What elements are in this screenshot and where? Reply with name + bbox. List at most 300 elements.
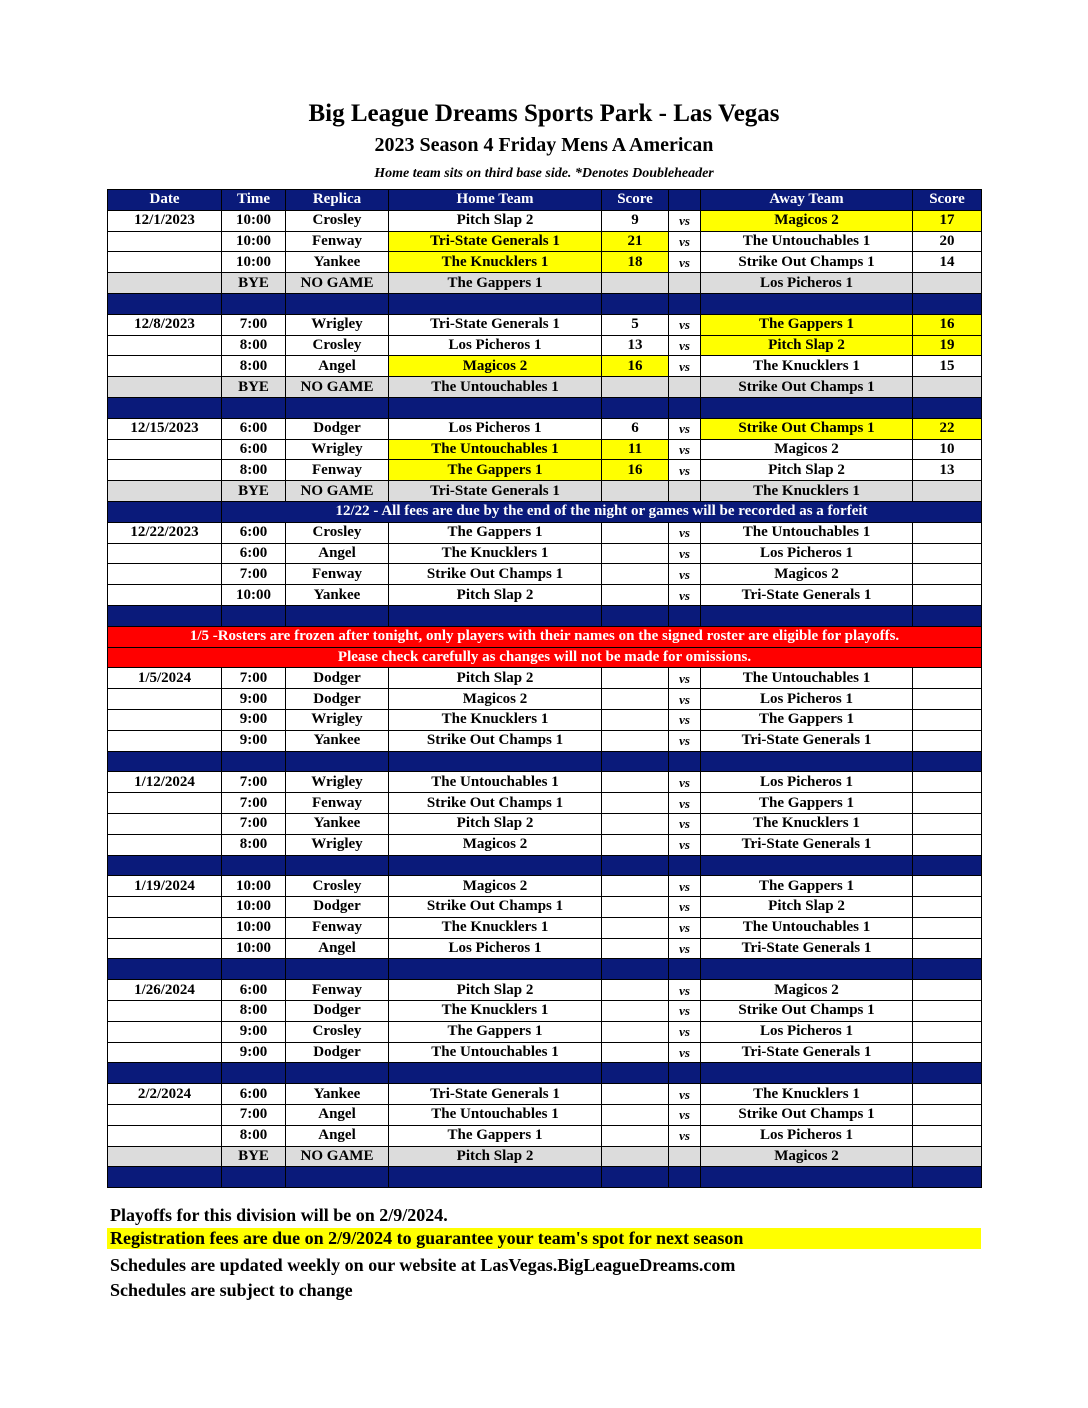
separator-cell bbox=[602, 605, 669, 626]
separator-cell bbox=[286, 855, 389, 876]
home-score-cell bbox=[602, 917, 669, 938]
page-title: Big League Dreams Sports Park - Las Vegas bbox=[308, 100, 780, 127]
home-team-cell: Pitch Slap 2 bbox=[389, 1146, 602, 1167]
time-cell: 6:00 bbox=[222, 543, 286, 564]
vs-cell bbox=[669, 1146, 701, 1167]
separator-cell bbox=[286, 1063, 389, 1084]
separator-cell bbox=[286, 959, 389, 980]
vs-label: vs bbox=[669, 813, 701, 834]
date-cell bbox=[108, 897, 222, 918]
date-cell bbox=[108, 377, 222, 398]
date-cell bbox=[108, 834, 222, 855]
table-row bbox=[108, 231, 982, 252]
home-score-cell bbox=[602, 834, 669, 855]
date-cell bbox=[108, 439, 222, 460]
time-cell: 7:00 bbox=[222, 564, 286, 585]
separator-row bbox=[108, 1063, 982, 1084]
date-cell: 12/8/2023 bbox=[108, 314, 222, 335]
home-team-cell: Tri-State Generals 1 bbox=[389, 314, 602, 335]
home-score-cell: 11 bbox=[602, 439, 669, 460]
notice-row bbox=[108, 501, 982, 522]
away-score-cell: 10 bbox=[913, 439, 982, 460]
time-cell: 8:00 bbox=[222, 1125, 286, 1146]
date-cell bbox=[108, 1001, 222, 1022]
separator-cell bbox=[108, 1167, 222, 1188]
schedule-table bbox=[107, 189, 982, 1188]
home-score-cell bbox=[602, 689, 669, 710]
vs-label: vs bbox=[669, 564, 701, 585]
vs-label: vs bbox=[669, 793, 701, 814]
away-team-cell: Strike Out Champs 1 bbox=[701, 1001, 913, 1022]
vs-label: vs bbox=[669, 730, 701, 751]
alert-row bbox=[108, 626, 982, 647]
separator-cell bbox=[389, 605, 602, 626]
separator-row bbox=[108, 293, 982, 314]
replica-cell: Yankee bbox=[286, 585, 389, 606]
home-team-cell: Los Picheros 1 bbox=[389, 418, 602, 439]
home-score-cell bbox=[602, 709, 669, 730]
separator-cell bbox=[389, 959, 602, 980]
time-cell: BYE bbox=[222, 1146, 286, 1167]
away-team-cell: Pitch Slap 2 bbox=[701, 460, 913, 481]
replica-cell: Wrigley bbox=[286, 314, 389, 335]
time-cell: 10:00 bbox=[222, 876, 286, 897]
away-score-cell bbox=[913, 481, 982, 502]
separator-cell bbox=[108, 293, 222, 314]
vs-label: vs bbox=[669, 876, 701, 897]
home-team-cell: Strike Out Champs 1 bbox=[389, 897, 602, 918]
time-cell: 7:00 bbox=[222, 314, 286, 335]
separator-cell bbox=[913, 1167, 982, 1188]
time-cell: 9:00 bbox=[222, 689, 286, 710]
separator-cell bbox=[602, 959, 669, 980]
separator-cell bbox=[701, 751, 913, 772]
away-team-cell: The Knucklers 1 bbox=[701, 813, 913, 834]
time-cell: 7:00 bbox=[222, 793, 286, 814]
away-score-cell bbox=[913, 793, 982, 814]
away-team-cell: The Gappers 1 bbox=[701, 793, 913, 814]
date-cell bbox=[108, 689, 222, 710]
time-cell: 9:00 bbox=[222, 1042, 286, 1063]
date-cell: 12/15/2023 bbox=[108, 418, 222, 439]
bye-row bbox=[108, 377, 982, 398]
date-cell bbox=[108, 938, 222, 959]
separator-cell bbox=[108, 1063, 222, 1084]
away-score-cell bbox=[913, 1146, 982, 1167]
separator-cell bbox=[389, 397, 602, 418]
away-score-cell: 22 bbox=[913, 418, 982, 439]
page-subtitle: 2023 Season 4 Friday Mens A American bbox=[374, 134, 714, 156]
away-score-cell: 19 bbox=[913, 335, 982, 356]
away-score-cell: 14 bbox=[913, 252, 982, 273]
vs-label: vs bbox=[669, 709, 701, 730]
home-score-cell: 9 bbox=[602, 210, 669, 231]
website-note: Schedules are updated weekly on our website at LasVegas.BigLeagueDreams.com bbox=[110, 1255, 736, 1275]
away-score-cell bbox=[913, 834, 982, 855]
separator-cell bbox=[701, 1063, 913, 1084]
time-cell: 10:00 bbox=[222, 231, 286, 252]
away-team-cell: The Untouchables 1 bbox=[701, 231, 913, 252]
home-score-cell bbox=[602, 1105, 669, 1126]
date-cell bbox=[108, 1042, 222, 1063]
home-team-cell: Pitch Slap 2 bbox=[389, 210, 602, 231]
time-cell: 8:00 bbox=[222, 1001, 286, 1022]
separator-cell bbox=[108, 855, 222, 876]
separator-cell bbox=[669, 605, 701, 626]
away-score-cell bbox=[913, 938, 982, 959]
separator-row bbox=[108, 605, 982, 626]
away-team-cell: Los Picheros 1 bbox=[701, 689, 913, 710]
home-team-cell: Magicos 2 bbox=[389, 356, 602, 377]
date-cell: 1/5/2024 bbox=[108, 668, 222, 689]
table-row bbox=[108, 917, 982, 938]
away-score-cell: 20 bbox=[913, 231, 982, 252]
home-team-cell: The Knucklers 1 bbox=[389, 1001, 602, 1022]
time-cell: 8:00 bbox=[222, 834, 286, 855]
table-row bbox=[108, 813, 982, 834]
vs-label: vs bbox=[669, 1084, 701, 1105]
separator-row bbox=[108, 751, 982, 772]
time-cell: 8:00 bbox=[222, 460, 286, 481]
replica-cell: Wrigley bbox=[286, 772, 389, 793]
notice-text: 12/22 - All fees are due by the end of the night or games will be recorded as a forfeit bbox=[222, 501, 982, 522]
replica-cell: Fenway bbox=[286, 564, 389, 585]
home-score-cell bbox=[602, 1001, 669, 1022]
table-row bbox=[108, 252, 982, 273]
date-cell bbox=[108, 1125, 222, 1146]
home-score-cell bbox=[602, 793, 669, 814]
replica-cell: Dodger bbox=[286, 668, 389, 689]
date-cell: 12/1/2023 bbox=[108, 210, 222, 231]
away-team-cell: Strike Out Champs 1 bbox=[701, 418, 913, 439]
home-team-cell: Tri-State Generals 1 bbox=[389, 231, 602, 252]
replica-cell: Wrigley bbox=[286, 834, 389, 855]
time-cell: 8:00 bbox=[222, 356, 286, 377]
home-team-cell: The Knucklers 1 bbox=[389, 917, 602, 938]
away-score-cell: 16 bbox=[913, 314, 982, 335]
table-row bbox=[108, 668, 982, 689]
separator-cell bbox=[222, 397, 286, 418]
bye-row bbox=[108, 481, 982, 502]
table-row bbox=[108, 980, 982, 1001]
date-cell bbox=[108, 273, 222, 294]
home-score-cell bbox=[602, 772, 669, 793]
table-row bbox=[108, 938, 982, 959]
home-team-cell: Magicos 2 bbox=[389, 876, 602, 897]
time-cell: 7:00 bbox=[222, 813, 286, 834]
replica-cell: Dodger bbox=[286, 418, 389, 439]
replica-cell: NO GAME bbox=[286, 273, 389, 294]
table-row bbox=[108, 439, 982, 460]
home-score-cell: 5 bbox=[602, 314, 669, 335]
replica-cell: Dodger bbox=[286, 689, 389, 710]
vs-label: vs bbox=[669, 522, 701, 543]
vs-label: vs bbox=[669, 439, 701, 460]
table-row bbox=[108, 1001, 982, 1022]
away-team-cell: Pitch Slap 2 bbox=[701, 897, 913, 918]
home-team-cell: Los Picheros 1 bbox=[389, 335, 602, 356]
table-row bbox=[108, 564, 982, 585]
home-team-cell: Pitch Slap 2 bbox=[389, 668, 602, 689]
subject-note: Schedules are subject to change bbox=[110, 1280, 353, 1300]
replica-cell: Fenway bbox=[286, 231, 389, 252]
vs-label: vs bbox=[669, 543, 701, 564]
date-cell bbox=[108, 356, 222, 377]
col-header-vs bbox=[669, 190, 701, 211]
home-team-cell: The Knucklers 1 bbox=[389, 252, 602, 273]
away-score-cell bbox=[913, 813, 982, 834]
time-cell: 6:00 bbox=[222, 418, 286, 439]
vs-label: vs bbox=[669, 668, 701, 689]
separator-cell bbox=[222, 855, 286, 876]
home-score-cell bbox=[602, 876, 669, 897]
time-cell: 10:00 bbox=[222, 252, 286, 273]
away-score-cell bbox=[913, 876, 982, 897]
away-team-cell: The Gappers 1 bbox=[701, 314, 913, 335]
home-score-cell bbox=[602, 481, 669, 502]
away-score-cell bbox=[913, 585, 982, 606]
separator-cell bbox=[602, 1063, 669, 1084]
separator-cell bbox=[913, 605, 982, 626]
replica-cell: Angel bbox=[286, 1125, 389, 1146]
away-team-cell: Magicos 2 bbox=[701, 439, 913, 460]
replica-cell: Angel bbox=[286, 356, 389, 377]
date-cell bbox=[108, 231, 222, 252]
away-score-cell bbox=[913, 1105, 982, 1126]
away-team-cell: The Knucklers 1 bbox=[701, 356, 913, 377]
table-row bbox=[108, 1125, 982, 1146]
table-row bbox=[108, 356, 982, 377]
away-score-cell bbox=[913, 689, 982, 710]
home-score-cell bbox=[602, 522, 669, 543]
home-score-cell bbox=[602, 668, 669, 689]
vs-cell bbox=[669, 377, 701, 398]
time-cell: 7:00 bbox=[222, 668, 286, 689]
home-team-cell: The Gappers 1 bbox=[389, 522, 602, 543]
home-score-cell: 6 bbox=[602, 418, 669, 439]
col-header-replica: Replica bbox=[286, 190, 389, 211]
away-score-cell bbox=[913, 377, 982, 398]
replica-cell: Yankee bbox=[286, 1084, 389, 1105]
home-team-cell: The Knucklers 1 bbox=[389, 709, 602, 730]
separator-cell bbox=[701, 293, 913, 314]
time-cell: 9:00 bbox=[222, 1021, 286, 1042]
date-cell bbox=[108, 585, 222, 606]
replica-cell: Dodger bbox=[286, 1001, 389, 1022]
bye-row bbox=[108, 1146, 982, 1167]
separator-cell bbox=[108, 397, 222, 418]
home-score-cell: 16 bbox=[602, 356, 669, 377]
separator-cell bbox=[669, 751, 701, 772]
vs-label: vs bbox=[669, 1105, 701, 1126]
table-row bbox=[108, 1042, 982, 1063]
away-score-cell bbox=[913, 709, 982, 730]
home-team-cell: Tri-State Generals 1 bbox=[389, 481, 602, 502]
away-team-cell: Los Picheros 1 bbox=[701, 273, 913, 294]
date-cell bbox=[108, 543, 222, 564]
separator-cell bbox=[701, 397, 913, 418]
vs-label: vs bbox=[669, 314, 701, 335]
home-score-cell bbox=[602, 1146, 669, 1167]
away-team-cell: The Untouchables 1 bbox=[701, 668, 913, 689]
away-team-cell: The Gappers 1 bbox=[701, 709, 913, 730]
vs-label: vs bbox=[669, 1001, 701, 1022]
date-cell: 1/12/2024 bbox=[108, 772, 222, 793]
replica-cell: Angel bbox=[286, 938, 389, 959]
home-score-cell: 13 bbox=[602, 335, 669, 356]
separator-cell bbox=[286, 605, 389, 626]
separator-cell bbox=[602, 397, 669, 418]
home-score-cell bbox=[602, 730, 669, 751]
separator-row bbox=[108, 959, 982, 980]
away-score-cell bbox=[913, 772, 982, 793]
separator-cell bbox=[222, 751, 286, 772]
col-header-time: Time bbox=[222, 190, 286, 211]
separator-cell bbox=[602, 751, 669, 772]
separator-cell bbox=[913, 751, 982, 772]
home-team-cell: The Untouchables 1 bbox=[389, 377, 602, 398]
separator-cell bbox=[286, 397, 389, 418]
table-row bbox=[108, 876, 982, 897]
col-header-home-score: Score bbox=[602, 190, 669, 211]
date-cell: 1/26/2024 bbox=[108, 980, 222, 1001]
replica-cell: Yankee bbox=[286, 730, 389, 751]
home-team-cell: The Untouchables 1 bbox=[389, 772, 602, 793]
home-score-cell bbox=[602, 813, 669, 834]
replica-cell: Crosley bbox=[286, 210, 389, 231]
away-score-cell bbox=[913, 1125, 982, 1146]
table-row bbox=[108, 335, 982, 356]
separator-cell bbox=[108, 959, 222, 980]
table-row bbox=[108, 709, 982, 730]
away-team-cell: The Knucklers 1 bbox=[701, 481, 913, 502]
separator-cell bbox=[669, 397, 701, 418]
separator-cell bbox=[602, 1167, 669, 1188]
col-header-away-score: Score bbox=[913, 190, 982, 211]
replica-cell: Crosley bbox=[286, 1021, 389, 1042]
away-score-cell bbox=[913, 1001, 982, 1022]
home-team-cell: The Gappers 1 bbox=[389, 1125, 602, 1146]
col-header-date: Date bbox=[108, 190, 222, 211]
vs-label: vs bbox=[669, 834, 701, 855]
away-score-cell: 13 bbox=[913, 460, 982, 481]
table-row bbox=[108, 772, 982, 793]
schedule-body bbox=[108, 210, 982, 1187]
home-score-cell bbox=[602, 980, 669, 1001]
alert-text: Please check carefully as changes will not be made for omissions. bbox=[108, 647, 982, 668]
separator-cell bbox=[669, 1063, 701, 1084]
away-team-cell: Los Picheros 1 bbox=[701, 1125, 913, 1146]
home-team-cell: Magicos 2 bbox=[389, 834, 602, 855]
vs-label: vs bbox=[669, 897, 701, 918]
date-cell: 1/19/2024 bbox=[108, 876, 222, 897]
separator-cell bbox=[286, 293, 389, 314]
home-score-cell bbox=[602, 1084, 669, 1105]
home-team-cell: The Untouchables 1 bbox=[389, 439, 602, 460]
vs-cell bbox=[669, 481, 701, 502]
vs-label: vs bbox=[669, 980, 701, 1001]
time-cell: 7:00 bbox=[222, 772, 286, 793]
separator-cell bbox=[669, 959, 701, 980]
home-team-cell: The Gappers 1 bbox=[389, 460, 602, 481]
separator-cell bbox=[701, 605, 913, 626]
away-score-cell bbox=[913, 522, 982, 543]
replica-cell: Dodger bbox=[286, 897, 389, 918]
home-score-cell bbox=[602, 1042, 669, 1063]
col-header-home-team: Home Team bbox=[389, 190, 602, 211]
replica-cell: Dodger bbox=[286, 1042, 389, 1063]
home-team-cell: Pitch Slap 2 bbox=[389, 980, 602, 1001]
date-cell bbox=[108, 1105, 222, 1126]
vs-label: vs bbox=[669, 252, 701, 273]
away-score-cell: 15 bbox=[913, 356, 982, 377]
separator-cell bbox=[286, 751, 389, 772]
time-cell: BYE bbox=[222, 273, 286, 294]
vs-label: vs bbox=[669, 585, 701, 606]
home-team-cell: The Gappers 1 bbox=[389, 1021, 602, 1042]
date-cell bbox=[108, 730, 222, 751]
vs-label: vs bbox=[669, 356, 701, 377]
home-team-cell: The Untouchables 1 bbox=[389, 1042, 602, 1063]
vs-label: vs bbox=[669, 917, 701, 938]
home-team-cell: Strike Out Champs 1 bbox=[389, 730, 602, 751]
header-note: Home team sits on third base side. *Denotes Doubleheader bbox=[374, 166, 714, 181]
table-row bbox=[108, 793, 982, 814]
time-cell: 10:00 bbox=[222, 210, 286, 231]
table-row bbox=[108, 585, 982, 606]
date-cell bbox=[108, 917, 222, 938]
table-row bbox=[108, 730, 982, 751]
time-cell: 10:00 bbox=[222, 585, 286, 606]
replica-cell: Wrigley bbox=[286, 439, 389, 460]
home-team-cell: Tri-State Generals 1 bbox=[389, 1084, 602, 1105]
notice-spacer bbox=[108, 501, 222, 522]
home-team-cell: Strike Out Champs 1 bbox=[389, 564, 602, 585]
time-cell: 10:00 bbox=[222, 917, 286, 938]
table-row bbox=[108, 314, 982, 335]
away-score-cell: 17 bbox=[913, 210, 982, 231]
date-cell bbox=[108, 813, 222, 834]
separator-cell bbox=[389, 1167, 602, 1188]
home-score-cell: 18 bbox=[602, 252, 669, 273]
separator-cell bbox=[602, 855, 669, 876]
away-team-cell: Strike Out Champs 1 bbox=[701, 1105, 913, 1126]
away-team-cell: The Untouchables 1 bbox=[701, 522, 913, 543]
replica-cell: Fenway bbox=[286, 460, 389, 481]
away-score-cell bbox=[913, 730, 982, 751]
vs-label: vs bbox=[669, 1042, 701, 1063]
replica-cell: Crosley bbox=[286, 876, 389, 897]
date-cell bbox=[108, 460, 222, 481]
away-score-cell bbox=[913, 543, 982, 564]
replica-cell: Crosley bbox=[286, 522, 389, 543]
separator-cell bbox=[913, 855, 982, 876]
separator-cell bbox=[222, 1167, 286, 1188]
separator-cell bbox=[222, 1063, 286, 1084]
date-cell bbox=[108, 1146, 222, 1167]
home-score-cell bbox=[602, 1125, 669, 1146]
away-team-cell: The Gappers 1 bbox=[701, 876, 913, 897]
date-cell bbox=[108, 335, 222, 356]
vs-label: vs bbox=[669, 231, 701, 252]
separator-cell bbox=[701, 855, 913, 876]
time-cell: 6:00 bbox=[222, 439, 286, 460]
away-team-cell: Los Picheros 1 bbox=[701, 772, 913, 793]
home-score-cell bbox=[602, 377, 669, 398]
separator-cell bbox=[602, 293, 669, 314]
vs-label: vs bbox=[669, 335, 701, 356]
separator-cell bbox=[701, 959, 913, 980]
